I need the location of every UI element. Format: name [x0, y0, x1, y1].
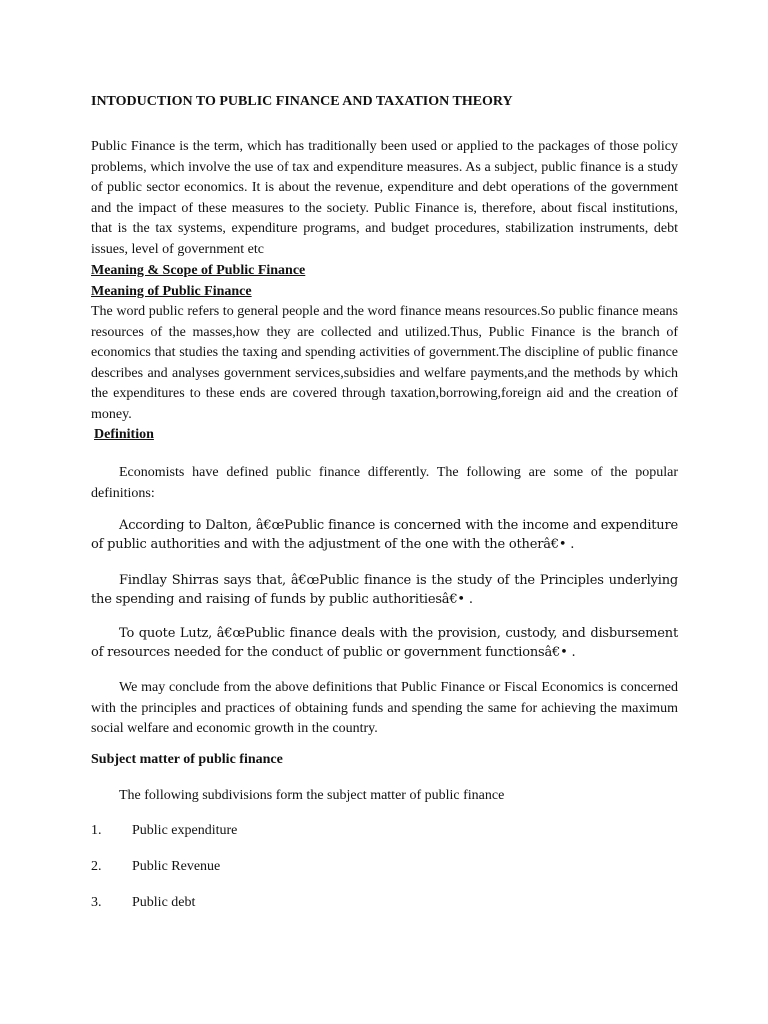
- list-item-text: Public expenditure: [132, 823, 238, 838]
- list-item-number: 1.: [91, 823, 102, 838]
- heading-meaning-scope: Meaning & Scope of Public Finance: [91, 263, 306, 278]
- document-title: INTODUCTION TO PUBLIC FINANCE AND TAXATION THEORY: [91, 94, 513, 109]
- definition-dalton: According to Dalton, â€œPublic finance is concerned with the income and expenditure of public authorities and with the adjustment of the one with the otherâ€• .: [91, 518, 678, 552]
- definition-shirras: Findlay Shirras says that, â€œPublic finance is the study of the Principles underlying the spending and raising of funds by public authoritiesâ€• .: [91, 573, 678, 607]
- list-item: [91, 894, 195, 912]
- heading-definition: Definition: [94, 427, 154, 442]
- list-item-text: Public debt: [132, 895, 196, 910]
- list-item: [91, 858, 220, 876]
- definition-intro: Economists have defined public finance differently. The following are some of the popular definitions:: [91, 465, 678, 501]
- subject-heading: Subject matter of public finance: [91, 752, 283, 767]
- conclusion-paragraph: We may conclude from the above definitions that Public Finance or Fiscal Economics is concerned with the principles and practices of obtaining funds and spending the same for achieving the maximum social welfare and economic growth in the country.: [91, 680, 678, 736]
- list-item: [91, 822, 237, 840]
- subject-intro: The following subdivisions form the subject matter of public finance: [119, 788, 505, 803]
- definition-lutz: To quote Lutz, â€œPublic finance deals with the provision, custody, and disbursement of resources needed for the conduct of public or government functionsâ€• .: [91, 626, 678, 660]
- list-item-number: 2.: [91, 859, 102, 874]
- intro-paragraph: Public Finance is the term, which has traditionally been used or applied to the packages of those policy problems, which involve the use of tax and expenditure measures. As a subject, public finance is a study of public sector economics. It is about the revenue, expenditure and debt operations of the government and the impact of these measures to the society. Public Finance is, therefore, about fiscal institutions, that is the tax systems, expenditure programs, and budget procedures, stabilization instruments, debt issues, level of government etc: [91, 139, 678, 257]
- meaning-paragraph: The word public refers to general people and the word finance means resources.So public finance means resources of the masses,how they are collected and utilized.Thus, Public Finance is the branch of economics that studies the taxing and spending activities of government.The discipline of public finance describes and analyses government services,subsidies and welfare payments,and the methods by which the expenditures to these ends are covered through taxation,borrowing,foreign aid and the creation of money.: [91, 304, 678, 422]
- list-item-text: Public Revenue: [132, 859, 221, 874]
- heading-meaning: Meaning of Public Finance: [91, 284, 252, 299]
- list-item-number: 3.: [91, 895, 102, 910]
